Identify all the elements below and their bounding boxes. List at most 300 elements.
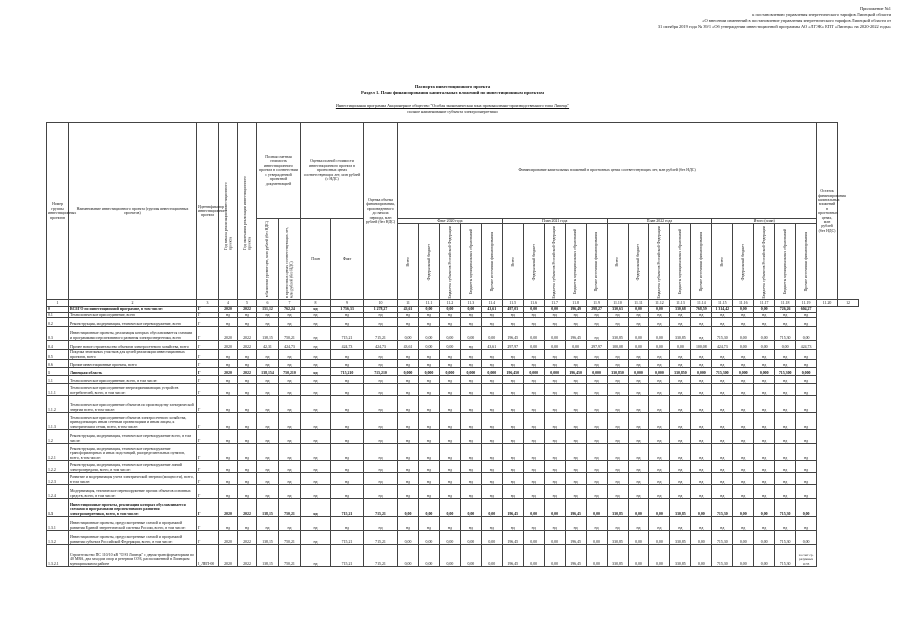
table-row — [47, 517, 859, 531]
cell-value: нд — [398, 318, 419, 327]
cell-value: нд — [544, 485, 565, 499]
cell-value: нд — [301, 531, 331, 545]
cell-value: 1 756,33 — [331, 307, 364, 312]
cell-value: нд — [279, 430, 301, 444]
cell-value: нд — [238, 517, 257, 531]
cell-value: нд — [754, 461, 775, 473]
column-number: 11.1 — [418, 300, 439, 307]
cell-value: 0,00 — [628, 327, 649, 341]
cell-value: нд — [523, 384, 544, 396]
cell-value: 0,00 — [649, 499, 670, 517]
cell-value: 424,73 — [331, 341, 364, 350]
cell-value: 0,00 — [733, 341, 754, 350]
cell-value: 0,00 — [754, 545, 775, 567]
project-name: Прочие инвестиционные проекты, всего — [69, 360, 197, 368]
cell-value: нд — [796, 413, 817, 430]
cell-value: нд — [754, 376, 775, 384]
cell-value: 0,00 — [733, 499, 754, 517]
project-name: Технологическое присоединение, всего — [69, 312, 197, 317]
cell-value: 0,00 — [418, 545, 439, 567]
cell-value: нд — [586, 384, 607, 396]
project-id: Г — [197, 312, 219, 317]
cell-value: нд — [607, 360, 628, 368]
cell-value: нд — [219, 473, 238, 485]
col-header-project-name: Наименование инвестиционного проекта (группы инвестиционных проектов) — [69, 123, 197, 300]
cell-value: нд — [481, 360, 502, 368]
cell-value: 2022 — [238, 368, 257, 376]
project-name: Липецкая область — [69, 368, 197, 376]
table-row — [47, 499, 859, 517]
cell-value: 0,00 — [460, 545, 481, 567]
cell-value: нд — [460, 360, 481, 368]
cell-value: нд — [565, 430, 586, 444]
cell-value: нд — [628, 360, 649, 368]
table-row — [47, 318, 859, 327]
column-number: 11.9 — [586, 300, 607, 307]
cell-value: нд — [691, 327, 712, 341]
cell-value: нд — [279, 376, 301, 384]
cell-value: нд — [565, 396, 586, 413]
cell-value: 0,000 — [649, 368, 670, 376]
cell-value: 297,97 — [586, 341, 607, 350]
cell-value: 0,00 — [628, 341, 649, 350]
cell-value: 0,000 — [796, 368, 817, 376]
cell-value: нд — [649, 444, 670, 461]
cell-value: нд — [279, 350, 301, 360]
col-header-before-period: Оценка объема финансирования, произведенного до начала периода, млн рублей (без НДС) — [364, 123, 398, 300]
project-id: Г — [197, 473, 219, 485]
project-name: Реконструкция, модернизация, техническое перевооружение всего, в том числе: — [69, 430, 197, 444]
cell-value: нд — [398, 430, 419, 444]
cell-value: нд — [523, 318, 544, 327]
cell-value: 297,97 — [502, 341, 523, 350]
cell-value: нд — [670, 376, 691, 384]
cell-value: нд — [649, 430, 670, 444]
row-number: 1.1.2 — [47, 396, 69, 413]
project-id: Г — [197, 499, 219, 517]
cell-value: 138,15 — [257, 545, 279, 567]
table-row — [47, 430, 859, 444]
row-number: 0.2 — [47, 318, 69, 327]
cell-value: 0,00 — [544, 341, 565, 350]
cell-value: нд — [439, 473, 460, 485]
col-header-end-year: Год окончания реализации инвестиционного проекта — [238, 123, 257, 300]
cell-value: 138,15 — [257, 327, 279, 341]
cell-value: нд — [754, 360, 775, 368]
cell-value: нд — [586, 318, 607, 327]
cell-value: 0,000 — [481, 368, 502, 376]
cell-value: нд — [219, 430, 238, 444]
cell-value: 0,00 — [460, 307, 481, 312]
cell-value: 330,63 — [607, 307, 628, 312]
cell-value: 196,45 — [565, 499, 586, 517]
column-number: 11.10 — [607, 300, 628, 307]
cell-value: нд — [439, 384, 460, 396]
cell-value: нд — [628, 350, 649, 360]
cell-value: 330,85 — [670, 499, 691, 517]
cell-value: 0,00 — [649, 327, 670, 341]
cell-value: нд — [796, 444, 817, 461]
cell-value: нд — [460, 473, 481, 485]
cell-value: 726,26 — [775, 307, 796, 312]
cell-value: нд — [586, 327, 607, 341]
cell-value: нд — [279, 413, 301, 430]
cell-value: 497,03 — [502, 307, 523, 312]
column-number: 12 — [838, 300, 859, 307]
cell-value: нд — [418, 376, 439, 384]
cell-value: нд — [364, 473, 398, 485]
cell-value: нд — [460, 341, 481, 350]
cell-value: 0,00 — [649, 545, 670, 567]
project-id: Г — [197, 531, 219, 545]
cell-value: нд — [219, 376, 238, 384]
cell-value: нд — [523, 312, 544, 317]
cell-value: нд — [398, 376, 419, 384]
cell-value: 0,000 — [523, 368, 544, 376]
cell-value: нд — [628, 517, 649, 531]
col-header-remaining: Остаток финансирования капитальных вложений в прогнозных ценах, млн рублей (без НДС) — [817, 123, 838, 300]
cell-value: нд — [279, 318, 301, 327]
cell-value: нд — [544, 473, 565, 485]
cell-value: нд — [586, 461, 607, 473]
cell-value: 0,00 — [398, 499, 419, 517]
cell-value: нд — [607, 312, 628, 317]
cell-value: нд — [628, 430, 649, 444]
cell-value: нд — [670, 517, 691, 531]
project-name: Строительство ПС 110/10 кВ "ОЭЗ Липецк" с двумя трансформаторами по 40 МВА, два заходом опор и резервом ОЭЗ, расположенной в Липецком муниципальном районе — [69, 545, 197, 567]
cell-value: 2020 — [219, 327, 238, 341]
table-row — [47, 531, 859, 545]
cell-value: 0,00 — [754, 307, 775, 312]
cell-value: нд — [439, 360, 460, 368]
cell-value: нд — [628, 384, 649, 396]
cell-value: 0,000 — [586, 368, 607, 376]
column-number: 11.4 — [481, 300, 502, 307]
cell-value: 138,15 — [257, 531, 279, 545]
cell-value: нд — [257, 517, 279, 531]
cell-value: 715,30 — [712, 499, 733, 517]
cell-value: нд — [481, 413, 502, 430]
cell-value: нд — [331, 318, 364, 327]
cell-value: 330,85 — [670, 327, 691, 341]
cell-value: нд — [712, 360, 733, 368]
corner-line: 31 октября 2019 года № 39/1 «Об утверждении инвестиционной программы АО «ЛГЭК» ЕПТ «Липецк» на 2020-2022 годы» — [657, 24, 891, 29]
cell-value: нд — [754, 413, 775, 430]
cell-value: нд — [238, 360, 257, 368]
col-header-source: Федеральный бюджет — [628, 224, 649, 300]
column-numbers-row — [47, 300, 859, 307]
cell-value: нд — [523, 517, 544, 531]
row-number: 1.3 — [47, 499, 69, 517]
col-header-source: Прочие источники финансирования — [796, 224, 817, 300]
cell-value: нд — [398, 350, 419, 360]
cell-value: 2020 — [219, 341, 238, 350]
project-name: Развитие и модернизация учета электрической энергии (мощности), всего, в том числе: — [69, 473, 197, 485]
cell-value: 0,00 — [691, 499, 712, 517]
row-number: 1.3.2 — [47, 531, 69, 545]
column-number: 11.2 — [439, 300, 460, 307]
col-header-forecast-prices: в прогнозных ценах соответствующих лет, млн рублей (без НДС) — [279, 219, 301, 300]
cell-value: 2022 — [238, 499, 257, 517]
cell-value: 0,00 — [460, 531, 481, 545]
project-name: Инвестиционные проекты, реализация которых обуславливается схемами и программами перспективного развития электроэнергетики, всего — [69, 327, 197, 341]
cell-value: нд — [733, 473, 754, 485]
cell-value: 715,30 — [775, 327, 796, 341]
cell-value: 0,00 — [439, 341, 460, 350]
col-header-source: Бюджеты субъектов Российской Федерации — [754, 224, 775, 300]
project-name: Технологическое присоединение, всего, в том числе: — [69, 376, 197, 384]
cell-value: нд — [481, 461, 502, 473]
cell-value: нд — [607, 318, 628, 327]
cell-value: нд — [565, 461, 586, 473]
cell-value: нд — [364, 384, 398, 396]
cell-value: 715,21 — [364, 531, 398, 545]
cell-value: 604,27 — [796, 307, 817, 312]
cell-value: нд — [775, 444, 796, 461]
cell-value: нд — [775, 350, 796, 360]
cell-value: нд — [565, 485, 586, 499]
cell-value: нд — [712, 473, 733, 485]
cell-value: нд — [649, 360, 670, 368]
column-number: 11.13 — [670, 300, 691, 307]
cell-value: нд — [712, 485, 733, 499]
cell-value: 715,21 — [364, 327, 398, 341]
cell-value: 715,21 — [364, 499, 398, 517]
cell-value: нд — [238, 318, 257, 327]
cell-value: 1 314,42 — [712, 307, 733, 312]
cell-value: нд — [502, 444, 523, 461]
cell-value: нд — [586, 350, 607, 360]
cell-value: нд — [460, 396, 481, 413]
cell-value: нд — [733, 485, 754, 499]
column-number: 11.5 — [502, 300, 523, 307]
program-caption — [0, 103, 905, 114]
cell-value: нд — [364, 318, 398, 327]
cell-value: нд — [301, 461, 331, 473]
cell-value: нд — [586, 517, 607, 531]
cell-value: 0,000 — [733, 368, 754, 376]
col-header-source: Бюджеты муниципальных образований — [670, 224, 691, 300]
cell-value: нд — [279, 517, 301, 531]
cell-value: 0,00 — [691, 545, 712, 567]
cell-value: 0,00 — [481, 499, 502, 517]
cell-value: нд — [523, 444, 544, 461]
cell-value: нд — [565, 413, 586, 430]
cell-value: 0,00 — [523, 545, 544, 567]
cell-value: нд — [670, 384, 691, 396]
project-name: Технологическое присоединение объектов электросетевого хозяйства, принадлежащих иным сетевым организациям и иным лицам, к электрическим сетям, всего, в том числе: — [69, 413, 197, 430]
cell-value: нд — [418, 444, 439, 461]
cell-value: нд — [796, 376, 817, 384]
cell-value: нд — [796, 430, 817, 444]
cell-value: нд — [712, 413, 733, 430]
cell-value: 2020 — [219, 531, 238, 545]
cell-value: нд — [301, 327, 331, 341]
cell-value: нд — [301, 413, 331, 430]
cell-value: нд — [775, 312, 796, 317]
col-header-source: Прочие источники финансирования — [691, 224, 712, 300]
col-header-estimate: Полная сметная стоимость инвестиционного проекта в соответствии с утвержденной проектной документацией — [257, 123, 301, 219]
table-row — [47, 396, 859, 413]
corner-line: Приложение №1 — [859, 6, 891, 11]
cell-value: 196,49 — [565, 307, 586, 312]
cell-value: 715,30 — [775, 499, 796, 517]
cell-value: нд — [565, 312, 586, 317]
col-header-source: Федеральный бюджет — [523, 224, 544, 300]
table-row — [47, 545, 859, 567]
cell-value: нд — [279, 444, 301, 461]
cell-value: нд — [219, 350, 238, 360]
cell-value: нд — [481, 318, 502, 327]
cell-value: 196,45 — [565, 327, 586, 341]
cell-value: 0,00 — [439, 499, 460, 517]
cell-value: нд — [628, 312, 649, 317]
cell-value: нд — [219, 360, 238, 368]
cell-value: 138,15 — [257, 499, 279, 517]
column-number: 11.3 — [460, 300, 481, 307]
column-number: 4 — [219, 300, 238, 307]
cell-value: нд — [238, 384, 257, 396]
cell-value: нд — [301, 368, 331, 376]
cell-value: нд — [460, 384, 481, 396]
cell-value: нд — [279, 384, 301, 396]
cell-value: нд — [544, 318, 565, 327]
cell-value: нд — [398, 444, 419, 461]
cell-value: нд — [712, 461, 733, 473]
cell-value: нд — [670, 396, 691, 413]
cell-value: нд — [439, 485, 460, 499]
cell-value: нд — [439, 517, 460, 531]
column-number: 9 — [331, 300, 364, 307]
cell-value: 2022 — [238, 531, 257, 545]
cell-value: нд — [733, 430, 754, 444]
cell-value: нд — [301, 396, 331, 413]
project-id: Г — [197, 368, 219, 376]
cell-value: нд — [796, 350, 817, 360]
cell-value: нд — [607, 430, 628, 444]
col-header-total-plan: Итого (план) — [712, 219, 817, 224]
cell-value: нд — [331, 384, 364, 396]
cell-value: нд — [670, 360, 691, 368]
cell-value: нд — [331, 485, 364, 499]
cell-value: нд — [733, 360, 754, 368]
column-number: 11.6 — [523, 300, 544, 307]
cell-value: нд — [460, 312, 481, 317]
col-header-start-year: Год начала реализации инвестиционного проекта — [219, 123, 238, 300]
cell-value: нд — [364, 396, 398, 413]
cell-value: нд — [502, 430, 523, 444]
col-header-source: Бюджеты муниципальных образований — [460, 224, 481, 300]
cell-value: нд — [301, 517, 331, 531]
cell-value: нд — [733, 396, 754, 413]
financing-plan-table — [46, 122, 859, 567]
cell-value: 2022 — [238, 307, 257, 312]
project-id: Г — [197, 485, 219, 499]
column-number: 11.12 — [649, 300, 670, 307]
cell-value: 0,000 — [691, 368, 712, 376]
table-row — [47, 376, 859, 384]
cell-value: нд — [418, 350, 439, 360]
project-name: Реконструкция, модернизация, техническое перевооружение трансформаторных и иных подстанций, распределительных пунктов, всего, в том числе: — [69, 444, 197, 461]
cell-value: нд — [544, 517, 565, 531]
cell-value: 2020 — [219, 545, 238, 567]
cell-value: нд — [670, 444, 691, 461]
cell-value: нд — [364, 413, 398, 430]
cell-value: нд — [502, 318, 523, 327]
project-name: Инвестиционные проекты, реализация которых обуславливается схемами и программами перспективного развития электроэнергетики, всего, в том числе: — [69, 499, 197, 517]
cell-value: нд — [523, 376, 544, 384]
cell-value: 0,00 — [649, 307, 670, 312]
cell-value: нд — [238, 413, 257, 430]
table-row — [47, 444, 859, 461]
cell-value: нд — [712, 396, 733, 413]
cell-value: нд — [460, 430, 481, 444]
col-header-plan-2022: План 2022 года — [607, 219, 712, 224]
cell-value: 0,000 — [754, 368, 775, 376]
cell-value: нд — [691, 384, 712, 396]
col-header-source: Федеральный бюджет — [418, 224, 439, 300]
cell-value: нд — [649, 350, 670, 360]
cell-value: нд — [775, 517, 796, 531]
cell-value: 0,00 — [565, 341, 586, 350]
cell-value: нд — [301, 376, 331, 384]
cell-value: нд — [544, 350, 565, 360]
cell-value: нд — [418, 318, 439, 327]
cell-value: 750,21 — [279, 531, 301, 545]
cell-value: нд — [439, 318, 460, 327]
cell-value: 196,45 — [502, 327, 523, 341]
cell-value: нд — [544, 384, 565, 396]
cell-value: нд — [649, 461, 670, 473]
cell-value: 715,30 — [712, 545, 733, 567]
cell-value: 768,59 — [691, 307, 712, 312]
cell-value: нд — [331, 473, 364, 485]
cell-value: нд — [418, 312, 439, 317]
cell-value: нд — [301, 312, 331, 317]
cell-value: нд — [418, 396, 439, 413]
cell-value: 2022 — [238, 545, 257, 567]
cell-value: нд — [238, 376, 257, 384]
project-id: Г — [197, 341, 219, 350]
cell-value: нд — [733, 413, 754, 430]
cell-value: нд — [649, 384, 670, 396]
cell-value: 424,73 — [279, 341, 301, 350]
cell-value: нд — [502, 360, 523, 368]
cell-value: нд — [238, 350, 257, 360]
cell-value: нд — [364, 461, 398, 473]
cell-value: 715,30 — [775, 545, 796, 567]
cell-value: нд — [649, 413, 670, 430]
cell-value: нд — [439, 396, 460, 413]
cell-value: нд — [754, 444, 775, 461]
cell-value: нд — [481, 485, 502, 499]
cell-value: нд — [670, 318, 691, 327]
cell-value: нд — [238, 312, 257, 317]
cell-value: нд — [219, 318, 238, 327]
cell-value: 0,00 — [460, 327, 481, 341]
cell-value: 424,73 — [364, 341, 398, 350]
cell-value: нд — [238, 461, 257, 473]
cell-value: нд — [481, 312, 502, 317]
cell-value: 0,00 — [523, 341, 544, 350]
cell-value: нд — [754, 384, 775, 396]
cell-value: нд — [219, 461, 238, 473]
cell-value: 0,00 — [649, 531, 670, 545]
project-id: Г — [197, 461, 219, 473]
project-name: Покупка земельных участков для целей реализации инвестиционных проектов, всего — [69, 350, 197, 360]
cell-value: 0,00 — [418, 531, 439, 545]
cell-value: 0,00 — [628, 545, 649, 567]
